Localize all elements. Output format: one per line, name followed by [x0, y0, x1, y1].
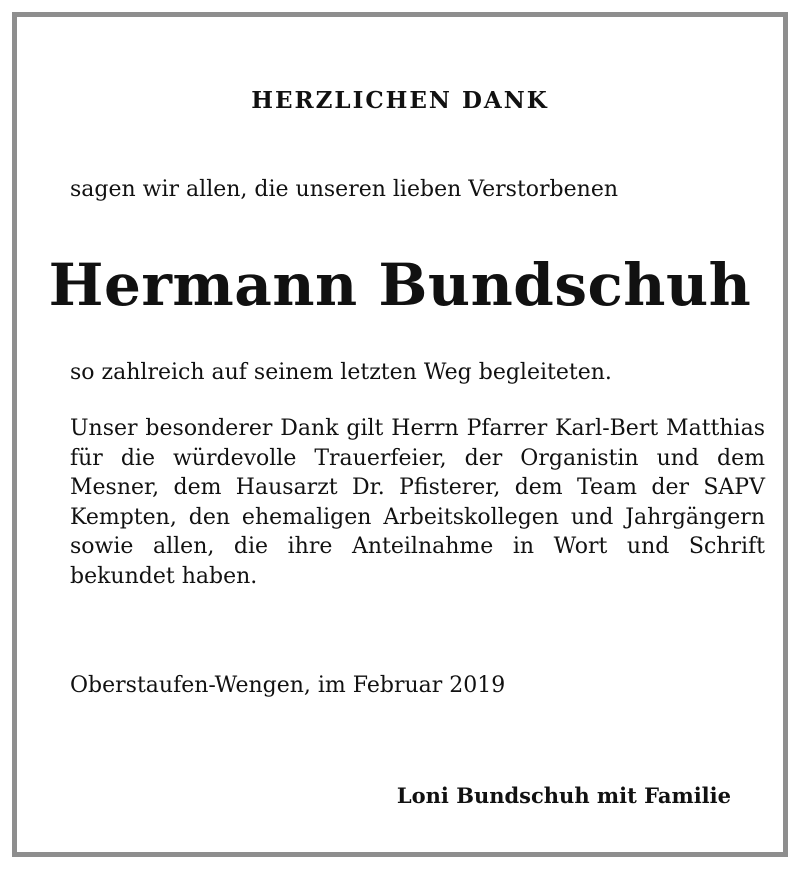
- after-name-line: so zahlreich auf seinem letzten Weg begleiteten.: [70, 360, 612, 385]
- thanks-paragraph: Unser besonderer Dank gilt Herrn Pfarrer Karl-Bert Matthias für die würdevolle Trauerfeier, der Organistin und dem Mesner, dem Hausarzt Dr. Pfisterer, dem Team der SAPV Kempten, den ehemaligen Arbeitskollegen und Jahrgängern sowie allen, die ihre Anteilnahme in Wort und Schrift bekundet haben.: [70, 416, 765, 589]
- signature: Loni Bundschuh mit Familie: [396, 783, 731, 808]
- place-date: Oberstaufen-Wengen, im Februar 2019: [70, 673, 506, 698]
- deceased-name: Hermann Bundschuh: [48, 251, 752, 319]
- notice-heading: HERZLICHEN DANK: [251, 87, 549, 114]
- intro-line: sagen wir allen, die unseren lieben Verstorbenen: [70, 177, 619, 202]
- notice-frame: [12, 12, 788, 857]
